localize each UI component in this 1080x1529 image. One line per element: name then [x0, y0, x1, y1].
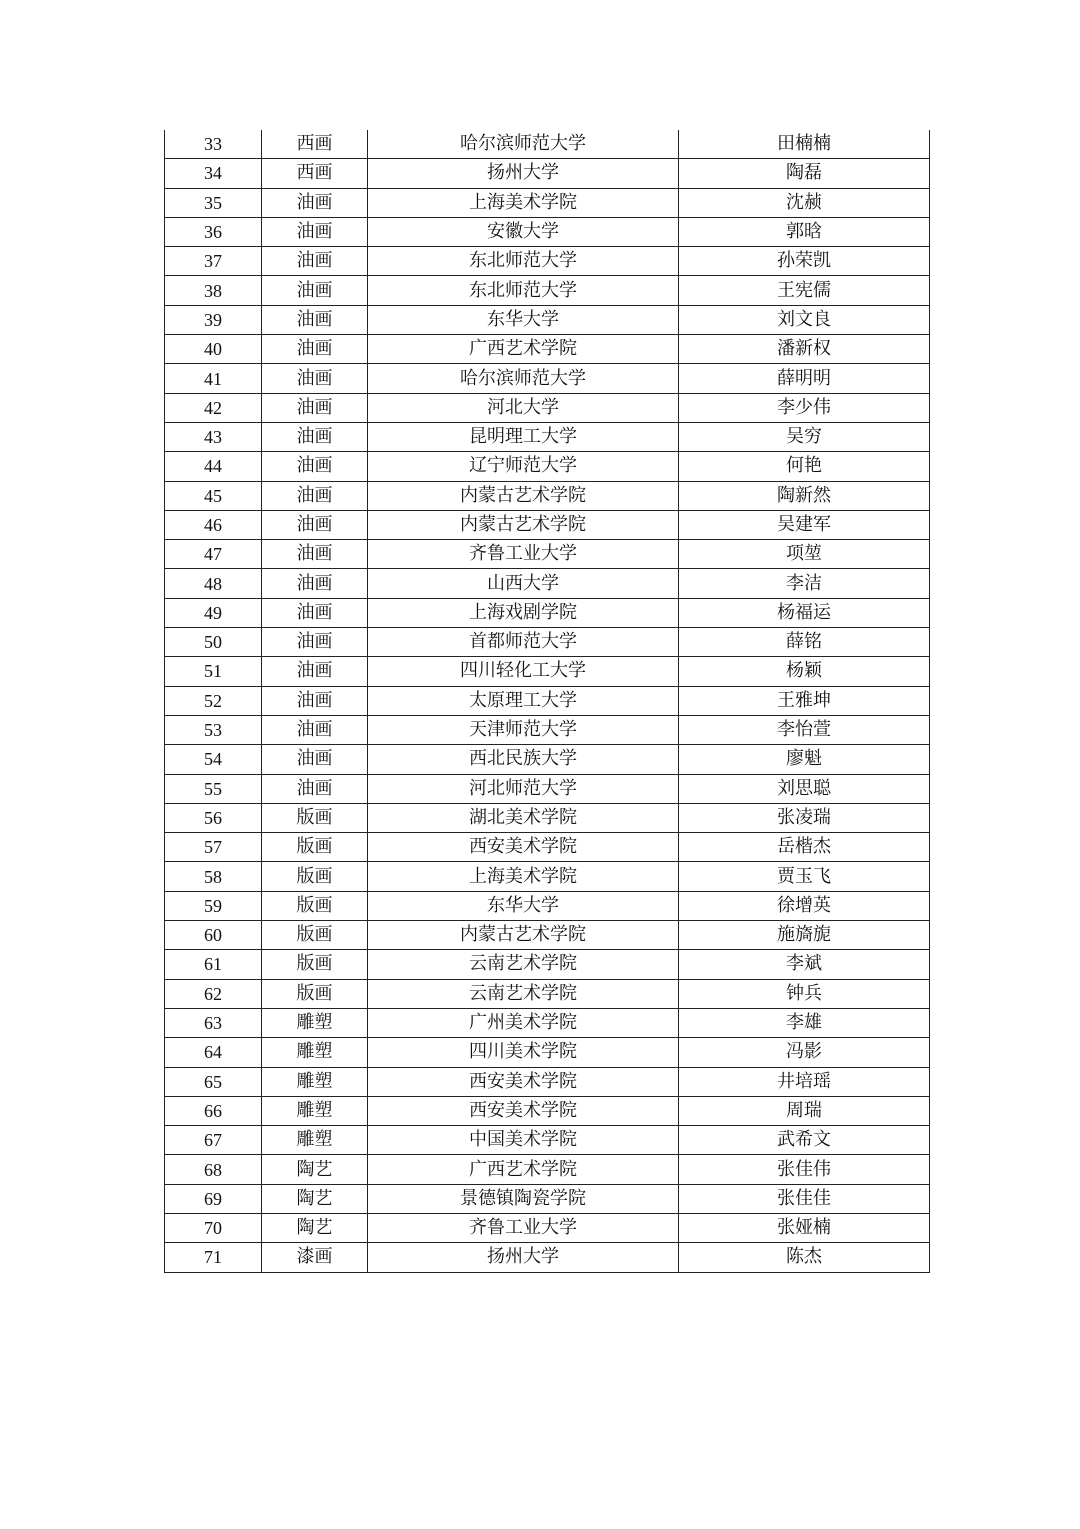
row-name: 陶新然 — [679, 481, 930, 510]
row-category: 油画 — [262, 745, 368, 774]
row-category: 陶艺 — [262, 1184, 368, 1213]
row-category: 油画 — [262, 774, 368, 803]
row-category: 西画 — [262, 159, 368, 188]
row-number: 65 — [165, 1067, 262, 1096]
row-number: 70 — [165, 1213, 262, 1242]
row-number: 57 — [165, 833, 262, 862]
row-school: 云南艺术学院 — [368, 950, 679, 979]
row-school: 昆明理工大学 — [368, 422, 679, 451]
row-name: 薛明明 — [679, 364, 930, 393]
row-number: 67 — [165, 1126, 262, 1155]
row-category: 西画 — [262, 130, 368, 159]
row-school: 东华大学 — [368, 305, 679, 334]
row-category: 雕塑 — [262, 1096, 368, 1125]
row-school: 西安美术学院 — [368, 833, 679, 862]
table-row — [165, 1096, 930, 1125]
row-category: 雕塑 — [262, 1008, 368, 1037]
table-row — [165, 598, 930, 627]
row-category: 油画 — [262, 305, 368, 334]
row-school: 广州美术学院 — [368, 1008, 679, 1037]
table-row — [165, 247, 930, 276]
row-number: 33 — [165, 130, 262, 159]
row-school: 齐鲁工业大学 — [368, 1213, 679, 1242]
row-name: 刘文良 — [679, 305, 930, 334]
row-school: 齐鲁工业大学 — [368, 540, 679, 569]
row-number: 51 — [165, 657, 262, 686]
row-name: 冯影 — [679, 1038, 930, 1067]
row-name: 李少伟 — [679, 393, 930, 422]
row-number: 61 — [165, 950, 262, 979]
row-school: 东北师范大学 — [368, 247, 679, 276]
table-row — [165, 364, 930, 393]
row-school: 哈尔滨师范大学 — [368, 364, 679, 393]
table-row — [165, 1126, 930, 1155]
row-name: 田楠楠 — [679, 130, 930, 159]
row-name: 陶磊 — [679, 159, 930, 188]
row-number: 59 — [165, 891, 262, 920]
row-category: 油画 — [262, 598, 368, 627]
row-number: 55 — [165, 774, 262, 803]
row-school: 上海美术学院 — [368, 862, 679, 891]
table-row — [165, 657, 930, 686]
row-number: 42 — [165, 393, 262, 422]
table-row — [165, 422, 930, 451]
row-number: 45 — [165, 481, 262, 510]
row-school: 东北师范大学 — [368, 276, 679, 305]
table-row — [165, 188, 930, 217]
row-name: 潘新权 — [679, 335, 930, 364]
row-number: 46 — [165, 510, 262, 539]
row-school: 天津师范大学 — [368, 715, 679, 744]
row-school: 安徽大学 — [368, 217, 679, 246]
row-number: 50 — [165, 628, 262, 657]
row-category: 油画 — [262, 364, 368, 393]
row-name: 张佳伟 — [679, 1155, 930, 1184]
row-school: 西北民族大学 — [368, 745, 679, 774]
row-school: 哈尔滨师范大学 — [368, 130, 679, 159]
row-category: 版画 — [262, 891, 368, 920]
row-name: 李斌 — [679, 950, 930, 979]
row-number: 53 — [165, 715, 262, 744]
row-number: 40 — [165, 335, 262, 364]
row-number: 64 — [165, 1038, 262, 1067]
table-row — [165, 1038, 930, 1067]
row-number: 41 — [165, 364, 262, 393]
row-school: 扬州大学 — [368, 159, 679, 188]
row-category: 油画 — [262, 335, 368, 364]
row-category: 油画 — [262, 481, 368, 510]
row-category: 油画 — [262, 569, 368, 598]
row-category: 油画 — [262, 247, 368, 276]
row-category: 油画 — [262, 452, 368, 481]
row-number: 49 — [165, 598, 262, 627]
row-number: 56 — [165, 803, 262, 832]
row-category: 油画 — [262, 686, 368, 715]
table-row — [165, 130, 930, 159]
row-name: 张娅楠 — [679, 1213, 930, 1242]
row-category: 版画 — [262, 921, 368, 950]
table-row — [165, 979, 930, 1008]
row-category: 版画 — [262, 833, 368, 862]
row-number: 34 — [165, 159, 262, 188]
row-name: 井培瑶 — [679, 1067, 930, 1096]
row-category: 油画 — [262, 393, 368, 422]
table-row — [165, 628, 930, 657]
row-category: 版画 — [262, 862, 368, 891]
row-category: 油画 — [262, 510, 368, 539]
row-name: 李洁 — [679, 569, 930, 598]
row-name: 杨颖 — [679, 657, 930, 686]
row-school: 中国美术学院 — [368, 1126, 679, 1155]
table-row — [165, 540, 930, 569]
row-number: 35 — [165, 188, 262, 217]
table-row — [165, 745, 930, 774]
row-name: 吴穷 — [679, 422, 930, 451]
row-number: 68 — [165, 1155, 262, 1184]
row-number: 66 — [165, 1096, 262, 1125]
row-school: 首都师范大学 — [368, 628, 679, 657]
row-number: 39 — [165, 305, 262, 334]
row-school: 东华大学 — [368, 891, 679, 920]
row-category: 油画 — [262, 217, 368, 246]
row-name: 施旖旎 — [679, 921, 930, 950]
row-school: 内蒙古艺术学院 — [368, 510, 679, 539]
row-name: 孙荣凯 — [679, 247, 930, 276]
row-name: 张凌瑞 — [679, 803, 930, 832]
row-name: 王雅坤 — [679, 686, 930, 715]
table-row — [165, 803, 930, 832]
row-name: 王宪儒 — [679, 276, 930, 305]
row-category: 陶艺 — [262, 1213, 368, 1242]
row-number: 58 — [165, 862, 262, 891]
table-row — [165, 1213, 930, 1242]
row-school: 辽宁师范大学 — [368, 452, 679, 481]
table-row — [165, 1067, 930, 1096]
row-number: 37 — [165, 247, 262, 276]
row-name: 李雄 — [679, 1008, 930, 1037]
row-name: 张佳佳 — [679, 1184, 930, 1213]
row-school: 西安美术学院 — [368, 1067, 679, 1096]
table-row — [165, 305, 930, 334]
row-name: 沈赪 — [679, 188, 930, 217]
row-name: 周瑞 — [679, 1096, 930, 1125]
row-school: 扬州大学 — [368, 1243, 679, 1272]
table-row — [165, 335, 930, 364]
row-number: 36 — [165, 217, 262, 246]
table-row — [165, 510, 930, 539]
table-row — [165, 891, 930, 920]
row-category: 油画 — [262, 540, 368, 569]
row-category: 版画 — [262, 979, 368, 1008]
row-school: 湖北美术学院 — [368, 803, 679, 832]
table-row — [165, 1243, 930, 1272]
table-row — [165, 481, 930, 510]
row-name: 刘思聪 — [679, 774, 930, 803]
row-school: 广西艺术学院 — [368, 1155, 679, 1184]
row-category: 油画 — [262, 628, 368, 657]
roster-table-body — [165, 130, 930, 1272]
row-school: 内蒙古艺术学院 — [368, 481, 679, 510]
row-school: 四川美术学院 — [368, 1038, 679, 1067]
row-name: 何艳 — [679, 452, 930, 481]
row-name: 徐增英 — [679, 891, 930, 920]
row-school: 景德镇陶瓷学院 — [368, 1184, 679, 1213]
row-school: 广西艺术学院 — [368, 335, 679, 364]
row-number: 60 — [165, 921, 262, 950]
table-row — [165, 452, 930, 481]
table-row — [165, 921, 930, 950]
row-number: 48 — [165, 569, 262, 598]
table-row — [165, 715, 930, 744]
table-row — [165, 1155, 930, 1184]
row-name: 郭晗 — [679, 217, 930, 246]
row-category: 漆画 — [262, 1243, 368, 1272]
table-row — [165, 276, 930, 305]
row-category: 版画 — [262, 803, 368, 832]
row-category: 油画 — [262, 422, 368, 451]
table-row — [165, 159, 930, 188]
row-category: 油画 — [262, 188, 368, 217]
row-school: 云南艺术学院 — [368, 979, 679, 1008]
row-name: 岳楷杰 — [679, 833, 930, 862]
row-category: 雕塑 — [262, 1067, 368, 1096]
row-name: 贾玉飞 — [679, 862, 930, 891]
row-name: 李怡萱 — [679, 715, 930, 744]
row-number: 43 — [165, 422, 262, 451]
table-row — [165, 686, 930, 715]
row-name: 陈杰 — [679, 1243, 930, 1272]
row-name: 钟兵 — [679, 979, 930, 1008]
row-number: 52 — [165, 686, 262, 715]
table-row — [165, 862, 930, 891]
row-school: 内蒙古艺术学院 — [368, 921, 679, 950]
row-school: 西安美术学院 — [368, 1096, 679, 1125]
table-row — [165, 1184, 930, 1213]
table-row — [165, 393, 930, 422]
row-category: 雕塑 — [262, 1126, 368, 1155]
row-number: 63 — [165, 1008, 262, 1037]
table-row — [165, 217, 930, 246]
table-row — [165, 569, 930, 598]
row-category: 雕塑 — [262, 1038, 368, 1067]
row-school: 山西大学 — [368, 569, 679, 598]
row-category: 版画 — [262, 950, 368, 979]
row-number: 71 — [165, 1243, 262, 1272]
row-school: 河北师范大学 — [368, 774, 679, 803]
row-name: 廖魁 — [679, 745, 930, 774]
row-number: 69 — [165, 1184, 262, 1213]
table-row — [165, 1008, 930, 1037]
row-number: 44 — [165, 452, 262, 481]
row-number: 38 — [165, 276, 262, 305]
row-category: 油画 — [262, 715, 368, 744]
roster-table — [164, 130, 930, 1273]
table-row — [165, 833, 930, 862]
row-category: 陶艺 — [262, 1155, 368, 1184]
row-name: 薛铭 — [679, 628, 930, 657]
row-category: 油画 — [262, 657, 368, 686]
row-name: 吴建军 — [679, 510, 930, 539]
row-name: 项堃 — [679, 540, 930, 569]
row-category: 油画 — [262, 276, 368, 305]
table-row — [165, 774, 930, 803]
row-school: 太原理工大学 — [368, 686, 679, 715]
row-school: 上海美术学院 — [368, 188, 679, 217]
row-school: 河北大学 — [368, 393, 679, 422]
row-name: 杨福运 — [679, 598, 930, 627]
row-number: 47 — [165, 540, 262, 569]
row-number: 54 — [165, 745, 262, 774]
row-name: 武希文 — [679, 1126, 930, 1155]
row-school: 四川轻化工大学 — [368, 657, 679, 686]
table-row — [165, 950, 930, 979]
row-number: 62 — [165, 979, 262, 1008]
row-school: 上海戏剧学院 — [368, 598, 679, 627]
